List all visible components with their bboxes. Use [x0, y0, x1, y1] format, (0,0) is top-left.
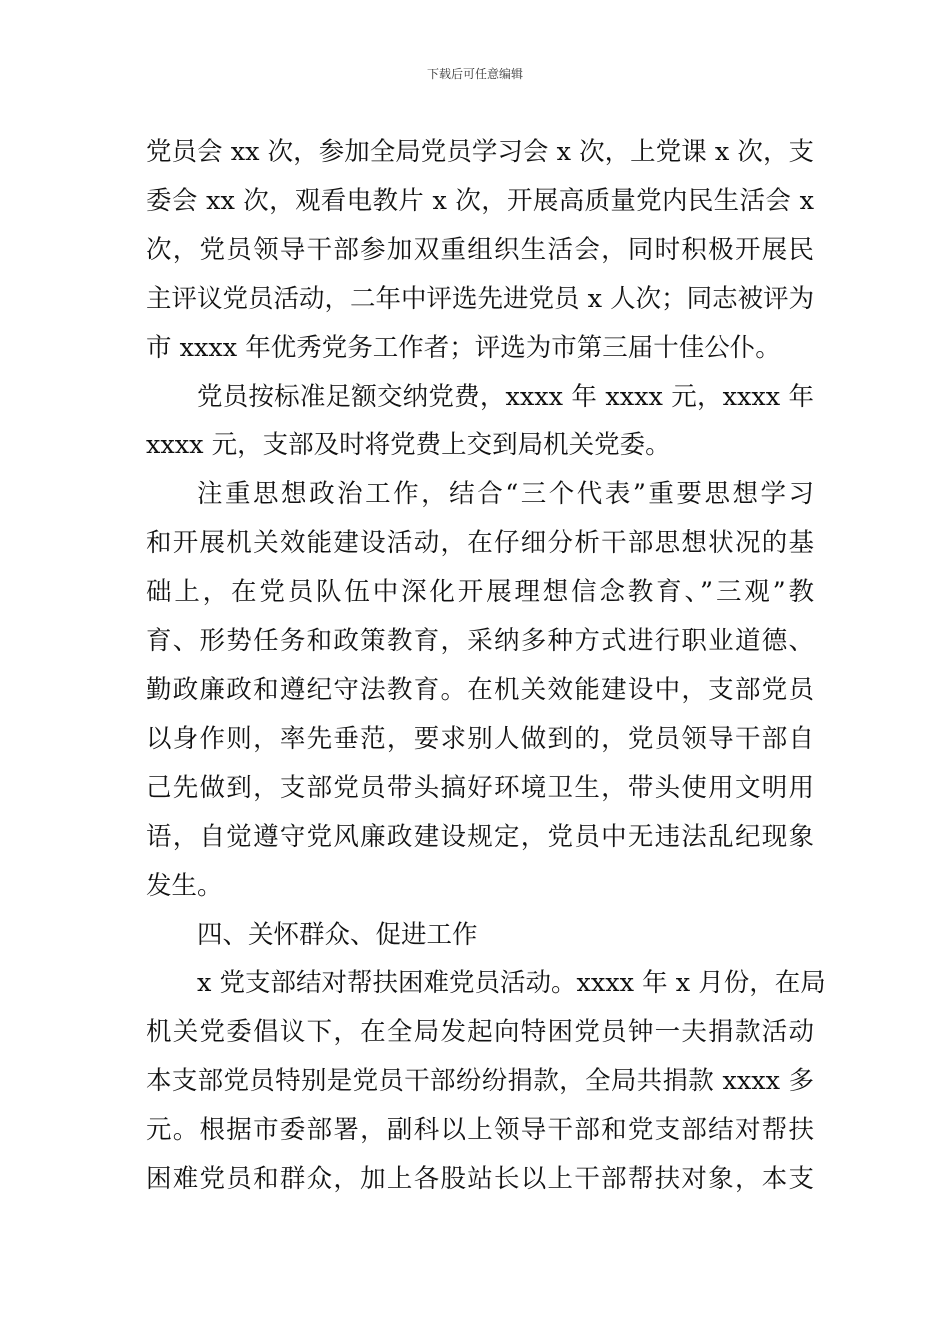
document-body — [146, 128, 826, 1204]
text-line: 困难党员和群众，加上各股站长以上干部帮扶对象，本支 — [146, 1164, 814, 1195]
text-line: 础上，在党员队伍中深化开展理想信念教育、”三观”教 — [146, 577, 814, 608]
page-header: 下载后可任意编辑 — [426, 67, 523, 81]
text-line: 四、关怀群众、促进工作 — [197, 919, 478, 950]
paragraph — [146, 959, 826, 1204]
text-line: 注重思想政治工作，结合“三个代表”重要思想学习 — [197, 479, 814, 510]
text-line: 勤政廉政和遵纪守法教育。在机关效能建设中，支部党员 — [146, 674, 814, 705]
text-line: 元。根据市委部署，副科以上领导干部和党支部结对帮扶 — [146, 1115, 814, 1146]
section-heading — [146, 911, 814, 960]
text-line: 以身作则，率先垂范，要求别人做到的，党员领导干部自 — [146, 723, 814, 754]
text-line: 本支部党员特别是党员干部纷纷捐款，全局共捐款 xxxx 多 — [146, 1066, 814, 1097]
paragraph — [146, 128, 814, 373]
text-line: 己先做到，支部党员带头搞好环境卫生，带头使用文明用 — [146, 772, 814, 803]
text-line: 党员会 xx 次，参加全局党员学习会 x 次，上党课 x 次，支 — [146, 137, 814, 167]
text-line: 发生。 — [146, 870, 223, 901]
text-line: 育、形势任务和政策教育，采纳多种方式进行职业道德、 — [146, 626, 814, 657]
text-line: 党员按标准足额交纳党费，xxxx 年 xxxx 元，xxxx 年 — [197, 381, 814, 412]
paragraph — [146, 470, 814, 910]
text-line: 次，党员领导干部参加双重组织生活会，同时积极开展民 — [146, 234, 814, 265]
paragraph — [146, 373, 814, 471]
text-line: 市 xxxx 年优秀党务工作者；评选为市第三届十佳公仆。 — [146, 332, 781, 363]
text-line: 和开展机关效能建设活动，在仔细分析干部思想状况的基 — [146, 528, 814, 559]
text-line: 机关党委倡议下，在全局发起向特困党员钟一夫捐款活动 — [146, 1017, 814, 1048]
text-line: 主评议党员活动，二年中评选先进党员 x 人次；同志被评为 — [146, 283, 815, 314]
text-line: 委会 xx 次，观看电教片 x 次，开展高质量党内民生活会 x — [146, 185, 814, 216]
text-line: xxxx 元，支部及时将党费上交到局机关党委。 — [146, 430, 671, 461]
text-line: x 党支部结对帮扶困难党员活动。xxxx 年 x 月份，在局 — [197, 968, 826, 999]
text-line: 语，自觉遵守党风廉政建设规定，党员中无违法乱纪现象 — [146, 821, 814, 852]
